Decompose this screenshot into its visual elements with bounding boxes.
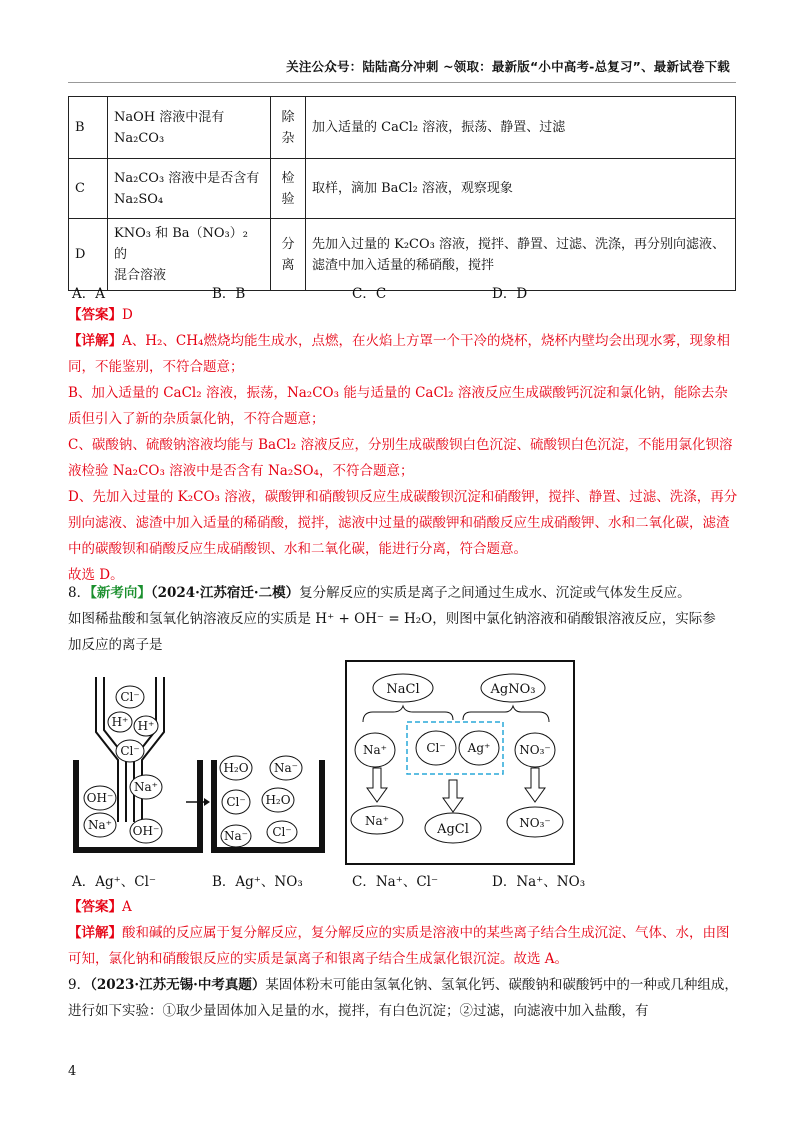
- q9-stem: 9．（2023·江苏无锡·中考真题）某固体粉末可能由氢氧化钠、氢氧化钙、碳酸钠和碳酸钙中的一种或几种组成，进行如下实验：①取少量固体加入足量的水，搅拌，有白色沉淀；②过滤，向滤液中加入盐酸，有: [68, 977, 738, 1019]
- ion-label: Cl⁻: [426, 741, 446, 755]
- choice-a: A．A: [72, 286, 105, 302]
- ion-label: H⁺: [111, 715, 129, 729]
- row-operation: 除 杂: [271, 97, 306, 159]
- ion-label: H⁺: [137, 719, 155, 733]
- q7-choices: [72, 282, 632, 302]
- ion-label: NO₃⁻: [519, 743, 551, 757]
- page-number: 4: [68, 1064, 77, 1079]
- product-label: Na⁺: [365, 814, 389, 828]
- choice-b: B．B: [212, 286, 246, 302]
- choice-a: A．Ag⁺、Cl⁻: [72, 874, 157, 890]
- header-divider: [68, 82, 736, 83]
- q7-answer: 【答案】D: [68, 307, 133, 323]
- table-row: [69, 219, 736, 291]
- q7-detail: [68, 328, 740, 588]
- ion-label: Cl⁻: [226, 795, 246, 809]
- q8-choices: [72, 870, 632, 890]
- q8-answer: 【答案】A: [68, 899, 132, 915]
- choice-c: C．C: [352, 286, 387, 302]
- row-operation: 分 离: [271, 219, 306, 291]
- row-letter: C: [69, 159, 108, 219]
- detail-c: C、碳酸钠、硫酸钠溶液均能与 BaCl₂ 溶液反应，分别生成碳酸钡白色沉淀、硫酸钡白色沉淀，不能用氯化钡溶液检验 Na₂CO₃ 溶液中是否含有 Na₂SO₄，不符合题意；: [68, 437, 733, 479]
- header-note: 关注公众号：陆陆高分冲刺 ~领取：最新版“小中高考-总复习”、最新试卷下载: [286, 59, 730, 74]
- detail-d: D、先加入过量的 K₂CO₃ 溶液，碳酸钾和硝酸钡反应生成碳酸钡沉淀和硝酸钾，搅拌、静置、过滤、洗涤，再分别向滤液、滤渣中加入适量的稀硝酸，搅拌，滤液中过量的碳酸钾和硝酸反应生成硝酸钾、水和二氧化碳，滤渣中的碳酸钡和硝酸反应生成硝酸钡、水和二氧化碳，能进行分离，符合题意。: [68, 489, 738, 557]
- reactant-label: NaCl: [386, 682, 420, 697]
- options-table: [68, 96, 736, 291]
- choice-d: D．Na⁺、NO₃: [492, 874, 586, 890]
- new-trend-tag: 【新考向】: [90, 585, 151, 601]
- detail-conclusion: 故选 D。: [68, 567, 124, 583]
- ion-label: Ag⁺: [467, 741, 491, 755]
- choice-d: D．D: [492, 286, 528, 302]
- choice-c: C．Na⁺、Cl⁻: [352, 874, 439, 890]
- row-method: 取样，滴加 BaCl₂ 溶液，观察现象: [306, 159, 736, 219]
- detail-label: 【详解】: [68, 925, 122, 941]
- ion-label: Cl⁻: [120, 690, 140, 704]
- product-label: AgCl: [437, 822, 469, 837]
- detail-b: B、加入适量的 CaCl₂ 溶液，振荡，Na₂CO₃ 能与适量的 CaCl₂ 溶液反应生成碳酸钙沉淀和氯化钠，能除去杂质但引入了新的杂质氯化钠，不符合题意；: [68, 385, 728, 427]
- choice-b: B．Ag⁺、NO₃: [212, 874, 303, 890]
- q8-detail: 【详解】酸和碱的反应属于复分解反应，复分解反应的实质是溶液中的某些离子结合生成沉淀、气体、水，由图可知，氯化钠和硝酸银反应的实质是氯离子和银离子结合生成氯化银沉淀。故选 A。: [68, 925, 730, 967]
- ion-label: OH⁻: [86, 791, 114, 805]
- ion-label: Na⁻: [224, 829, 248, 843]
- ion-label: H₂O: [265, 793, 291, 807]
- row-item: KNO₃ 和 Ba（NO₃）₂ 的 混合溶液: [108, 219, 271, 291]
- row-letter: B: [69, 97, 108, 159]
- neutralization-figure: [68, 672, 330, 862]
- ion-label: Na⁺: [88, 818, 112, 832]
- reactant-label: AgNO₃: [490, 682, 536, 697]
- product-label: NO₃⁻: [519, 816, 551, 830]
- ion-label: Cl⁻: [120, 744, 140, 758]
- row-letter: D: [69, 219, 108, 291]
- detail-label: 【详解】: [68, 333, 122, 349]
- ion-label: Na⁺: [134, 780, 158, 794]
- table-row: [69, 97, 736, 159]
- ion-label: Na⁻: [274, 761, 298, 775]
- row-method: 先加入过量的 K₂CO₃ 溶液，搅拌、静置、过滤、洗涤，再分别向滤液、滤渣中加入适量的稀硝酸，搅拌: [306, 219, 736, 291]
- row-item: Na₂CO₃ 溶液中是否含有 Na₂SO₄: [108, 159, 271, 219]
- precipitation-figure: [345, 660, 575, 865]
- ion-label: H₂O: [223, 761, 249, 775]
- q8-stem: 8．【新考向】（2024·江苏宿迁·二模）复分解反应的实质是离子之间通过生成水、沉淀或气体发生反应。 如图稀盐酸和氢氧化钠溶液反应的实质是 H⁺ + OH⁻ = H₂O，则图中氯化钠溶液和硝酸银溶液反应，实际参 加反应的离子是: [68, 585, 716, 653]
- row-item: NaOH 溶液中混有 Na₂CO₃: [108, 97, 271, 159]
- ion-label: Cl⁻: [272, 825, 292, 839]
- equation: H⁺ + OH⁻ = H₂O: [315, 611, 433, 627]
- ion-label: OH⁻: [132, 824, 160, 838]
- ion-label: Na⁺: [363, 743, 387, 757]
- row-operation: 检 验: [271, 159, 306, 219]
- table-row: [69, 159, 736, 219]
- detail-a: A、H₂、CH₄燃烧均能生成水，点燃，在火焰上方罩一个干冷的烧杯，烧杯内壁均会出现水雾，现象相同，不能鉴别，不符合题意；: [68, 333, 730, 375]
- row-method: 加入适量的 CaCl₂ 溶液，振荡、静置、过滤: [306, 97, 736, 159]
